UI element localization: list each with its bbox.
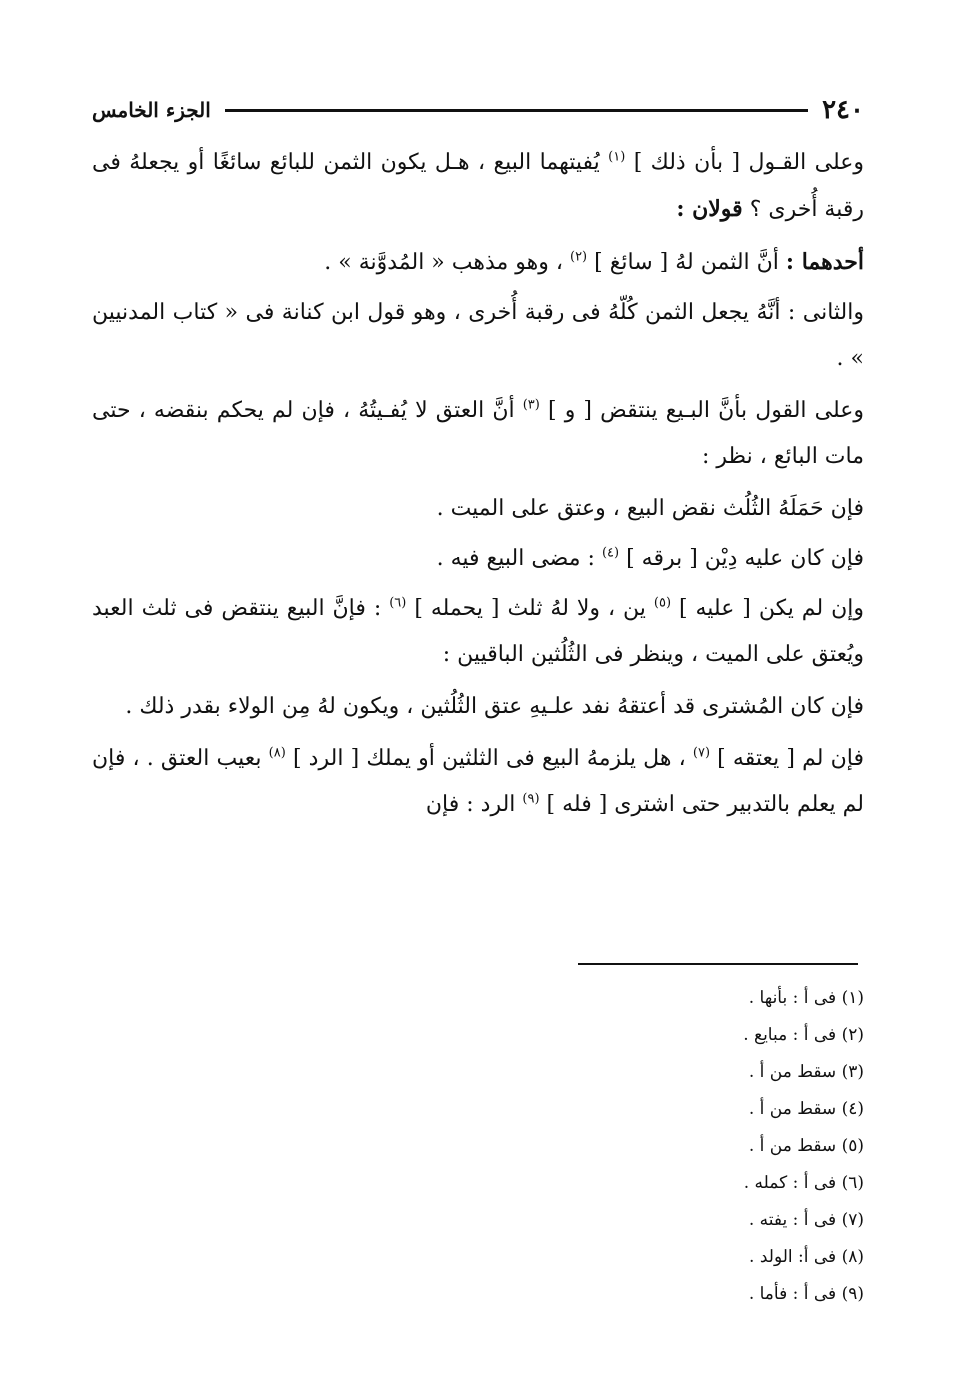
footnote-ref: (٥) xyxy=(653,595,672,611)
bold-term: قولان : xyxy=(676,196,743,222)
footnote-9: (٩) فى أ : فأما . xyxy=(748,1284,864,1304)
footnote-ref: (٦) xyxy=(389,595,407,611)
footnote-separator xyxy=(578,963,858,965)
text-span: الرد : فإن xyxy=(425,792,516,817)
footnote-4: (٤) سقط من أ . xyxy=(748,1099,864,1119)
paragraph-6 xyxy=(92,536,864,582)
text-span: : مضى البيع فيه . xyxy=(436,546,595,571)
text-span: ، هل يلزمهُ البيع فى الثلثين أو يملك [ الرد ] xyxy=(292,746,686,771)
paragraph-3: والثانى : أنَّهُ يجعل الثمن كُلّهُ فى رقبة أُخرى ، وهو قول ابن كنانة فى « كتاب المدنيين » . xyxy=(92,300,864,371)
paragraph-5: فإن حَمَلَهُ الثُلُث نقض البيع ، وعتق على الميت . xyxy=(436,496,864,521)
paragraph-4 xyxy=(92,388,864,480)
footnote-ref: (١) xyxy=(608,149,626,165)
footnotes xyxy=(464,980,864,1313)
footnote-8: (٨) فى أ: الولد . xyxy=(749,1247,864,1267)
paragraph-9 xyxy=(92,736,864,828)
footnote-2: (٢) فى أ : مبايع . xyxy=(743,1025,864,1045)
text-span: : فإنَّ البيع ينتقض فى ثلث العبد ويُعتق على الميت ، وينظر فى الثُلُثين الباقيين : xyxy=(92,596,864,667)
page-header xyxy=(92,92,864,128)
header-rule xyxy=(225,109,808,112)
paragraph-1 xyxy=(92,140,864,233)
bold-term: أحدهما : xyxy=(785,249,864,275)
footnote-1: (١) فى أ : بأنها . xyxy=(748,988,864,1008)
footnote-3: (٣) سقط من أ . xyxy=(748,1062,864,1082)
footnote-5: (٥) سقط من أ . xyxy=(748,1136,864,1156)
footnote-ref: (٢) xyxy=(569,249,588,265)
main-text xyxy=(92,140,864,834)
text-span: فإن لم [ يعتقه ] xyxy=(717,746,864,771)
footnote-ref: (٣) xyxy=(522,397,540,413)
footnote-ref: (٨) xyxy=(268,745,286,761)
footnote-ref: (٤) xyxy=(601,545,620,561)
paragraph-7 xyxy=(92,586,864,678)
paragraph-8: فإن كان المُشترى قد أعتقهُ نفد علـيهِ عتق الثُلُثين ، ويكون لهُ مِن الولاء بقدر ذلك . xyxy=(125,694,864,719)
footnote-ref: (٧) xyxy=(692,745,711,761)
text-span: وعلى القول بأنَّ البـيع ينتقض [ و ] xyxy=(547,398,864,423)
paragraph-2 xyxy=(92,239,864,286)
text-span: يُفيتهما البيع ، هـل يكون الثمن للبائع سائغًا أو يجعلهُ فى رقبة أُخرى ؟ xyxy=(92,150,864,222)
footnote-ref: (٩) xyxy=(522,791,540,807)
page-number: ٢٤٠ xyxy=(822,95,864,125)
text-span: وإن لم يكن [ عليه ] xyxy=(678,596,864,621)
text-span: أنَّ الثمن لهُ [ سائغ ] xyxy=(594,250,779,275)
text-span: فإن كان عليه دِيْن [ برقه ] xyxy=(626,546,864,571)
footnote-7: (٧) فى أ : يفته . xyxy=(748,1210,864,1230)
text-span: بعيب العتق . ، فإن لم يعلم بالتدبير حتى اشترى [ فله ] xyxy=(92,746,864,817)
text-span: وعلى القـول [ بأن ذلك ] xyxy=(633,150,864,175)
text-span: أنَّ العتق لا يُفـيتُهُ ، فإن لم يحكم بنقضه ، حتى مات البائع ، نظر : xyxy=(92,398,864,469)
text-span: ين ، ولا لهُ ثلث [ يحمله ] xyxy=(414,596,646,621)
footnote-6: (٦) فى أ : كمله . xyxy=(743,1173,864,1193)
running-title: الجزء الخامس xyxy=(92,98,211,122)
text-span: ، وهو مذهب « المُدوَّنة » . xyxy=(324,250,563,275)
